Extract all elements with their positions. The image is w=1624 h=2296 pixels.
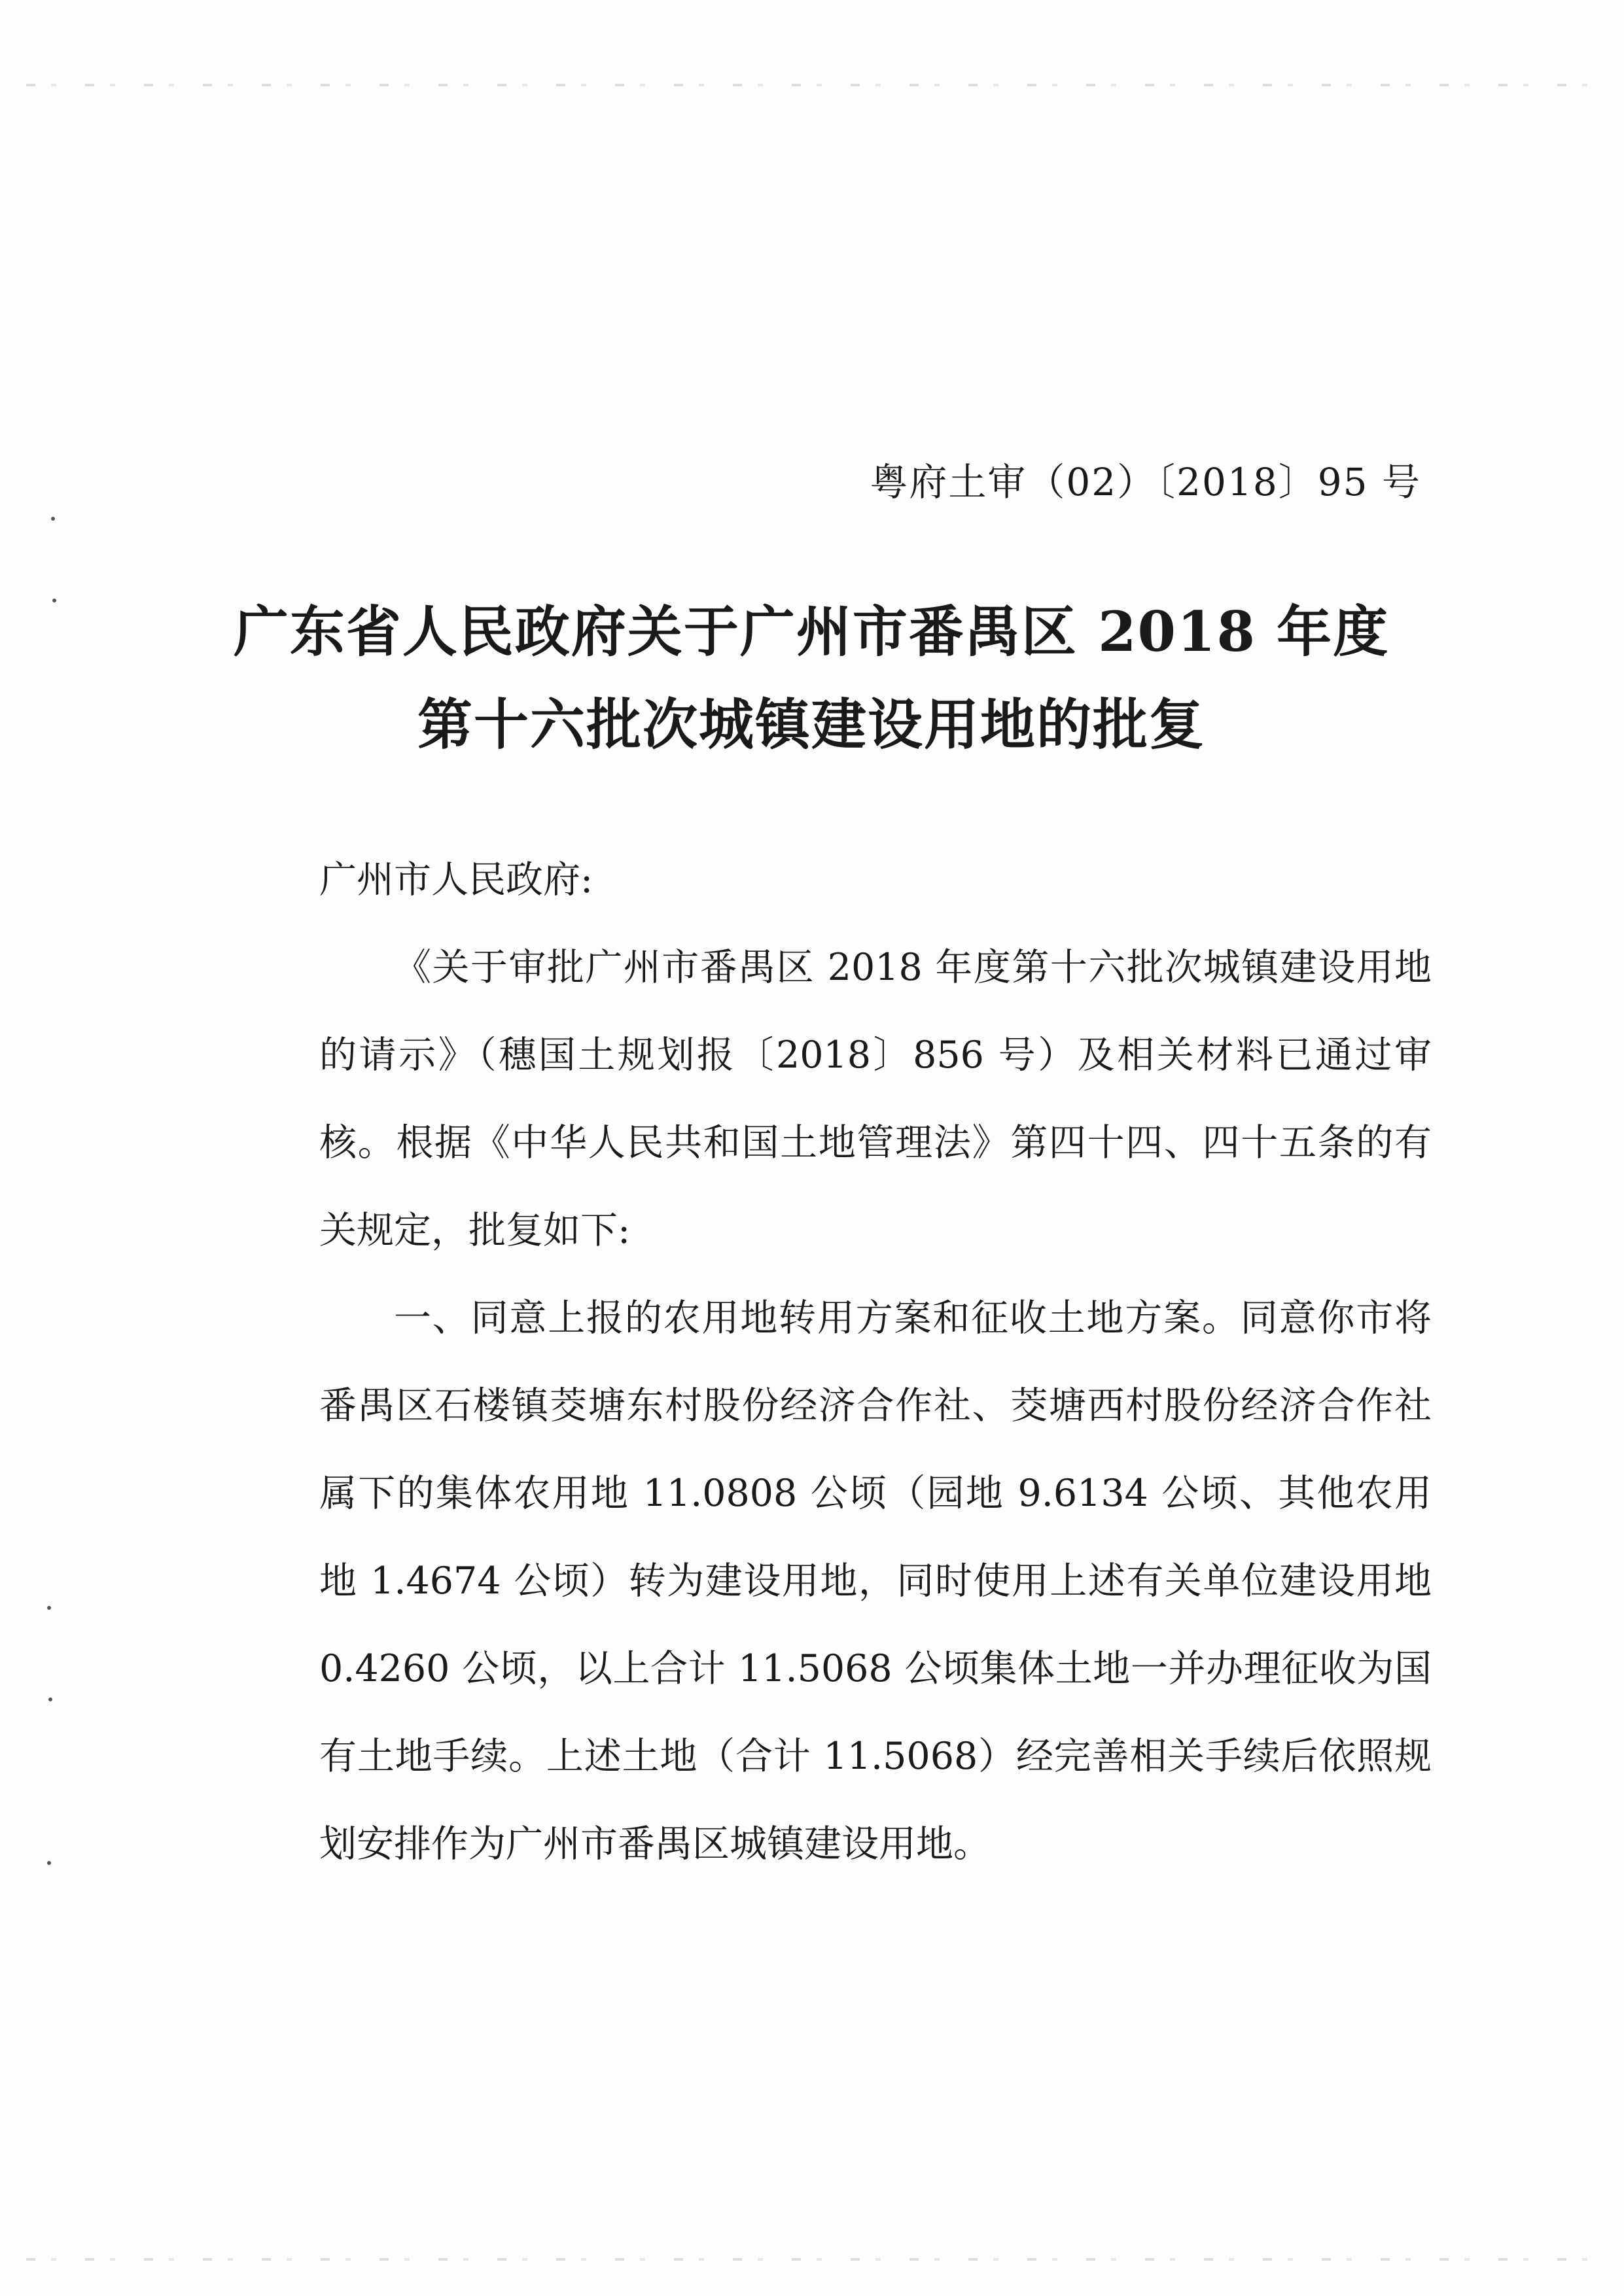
- scan-speck: [52, 599, 56, 602]
- paragraph-request-review: 《关于审批广州市番禺区 2018 年度第十六批次城镇建设用地的请示》（穗国土规划报〔2018〕856 号）及相关材料已通过审核。根据《中华人民共和国土地管理法》第四十四、四十五条的有关规定，批复如下:: [319, 946, 1432, 1252]
- paragraph-approval-item-1: 一、同意上报的农用地转用方案和征收土地方案。同意你市将番禺区石楼镇茭塘东村股份经济合作社、茭塘西村股份经济合作社属下的集体农用地 11.0808 公顷（园地 9.6134 公顷、其他农用地 1.4674 公顷）转为建设用地，同时使用上述有关单位建设用地 0.4260 公顷，以上合计 11.5068 公顷集体土地一并办理征收为国有土地手续。上述土地（合计 11.5068）经完善相关手续后依照规划安排作为广州市番禺区城镇建设用地。: [319, 1296, 1432, 1866]
- document-title: [196, 585, 1426, 771]
- document-number: 粤府土审（02）〔2018〕95 号: [870, 460, 1421, 504]
- scan-speck: [48, 1697, 52, 1701]
- title-line-1: 广东省人民政府关于广州市番禺区 2018 年度: [233, 599, 1390, 664]
- document-body: [319, 836, 1432, 1888]
- scan-speck: [51, 517, 55, 521]
- title-line-2: 第十六批次城镇建设用地的批复: [417, 692, 1205, 757]
- scan-speck: [47, 1606, 51, 1610]
- scan-artifact-top: [26, 84, 1597, 86]
- scan-speck: [47, 1861, 51, 1865]
- salutation: 广州市人民政府:: [319, 858, 593, 901]
- scan-artifact-bottom: [26, 2258, 1597, 2261]
